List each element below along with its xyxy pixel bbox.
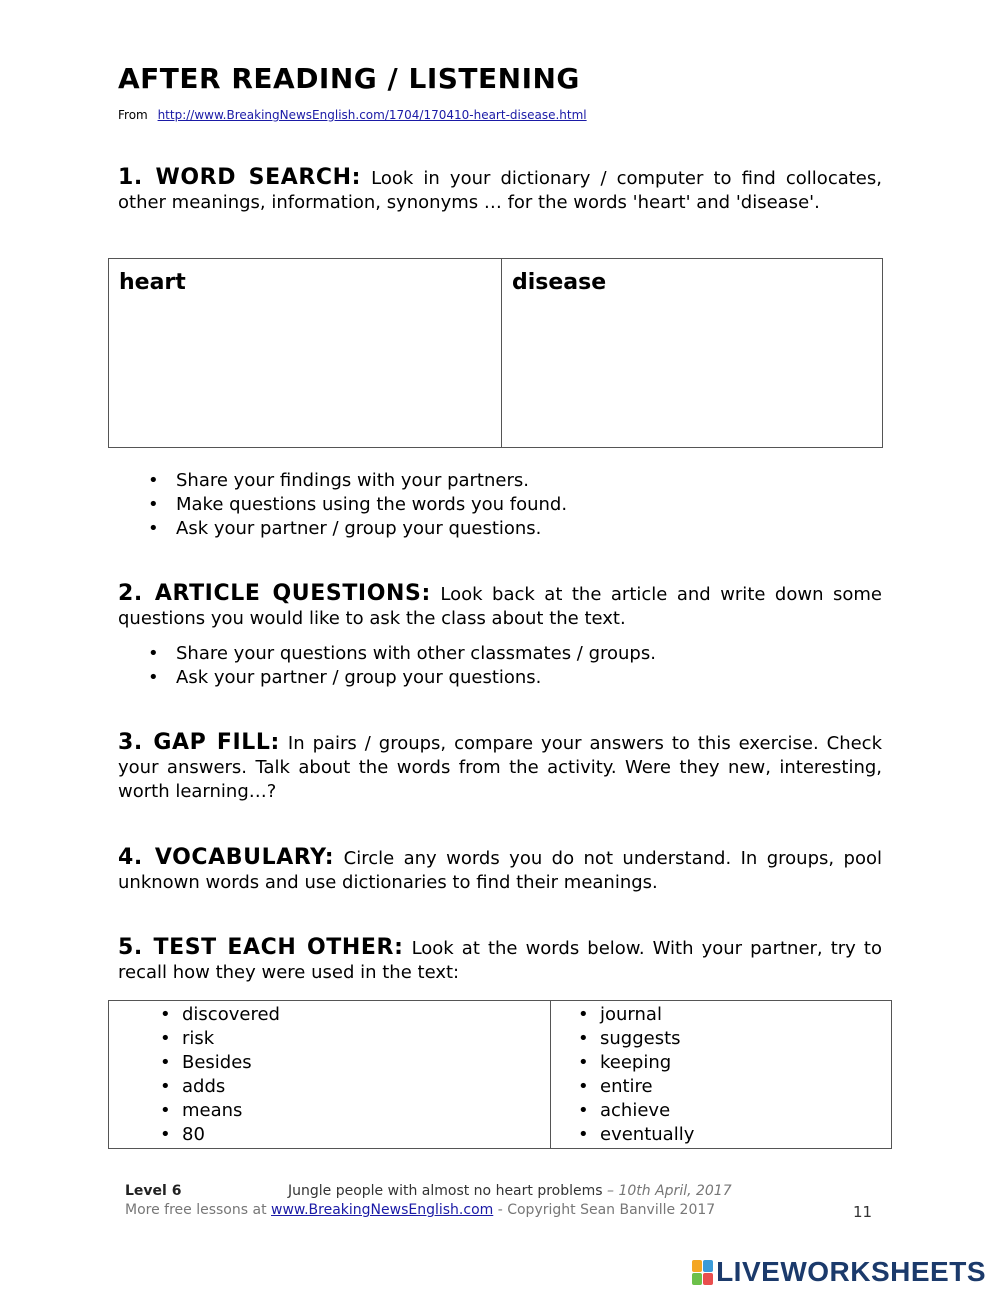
section-gap-fill — [118, 731, 882, 804]
list-item: • Besides — [160, 1051, 550, 1075]
test-words-right-cell — [551, 1001, 892, 1149]
liveworksheets-logo-icon — [692, 1260, 712, 1284]
section-heading: 4. VOCABULARY: — [118, 845, 335, 870]
list-item: • Make questions using the words you found. — [148, 493, 567, 517]
section-word-search — [118, 166, 882, 215]
section-heading: 2. ARTICLE QUESTIONS: — [118, 581, 431, 606]
test-words-right-list — [578, 1003, 891, 1147]
footer-site-link[interactable]: www.BreakingNewsEnglish.com — [271, 1202, 494, 1218]
page-number: 11 — [853, 1203, 873, 1221]
list-item: • 80 — [160, 1123, 550, 1147]
bullet-list-2 — [148, 642, 656, 690]
source-line — [118, 108, 587, 122]
section-article-questions — [118, 582, 882, 631]
list-item: • Share your questions with other classmates / groups. — [148, 642, 656, 666]
section-text: Circle any words you do not understand. In groups, pool unknown words and use dictionaries to find their meanings. — [118, 848, 882, 893]
footer-more-prefix: More free lessons at — [125, 1202, 267, 1218]
list-item: • Share your findings with your partners. — [148, 469, 567, 493]
test-words-left-list — [160, 1003, 550, 1147]
section-text: Look back at the article and write down some questions you would like to ask the class about the text. — [118, 584, 882, 629]
footer-more-lessons — [125, 1202, 715, 1218]
list-item: • journal — [578, 1003, 891, 1027]
list-item: • keeping — [578, 1051, 891, 1075]
list-item: • discovered — [160, 1003, 550, 1027]
list-item: • adds — [160, 1075, 550, 1099]
section-text: In pairs / groups, compare your answers to this exercise. Check your answers. Talk about the words from the activity. Were they new, interesting, worth learning…? — [118, 733, 882, 802]
footer-level-label: Level 6 — [125, 1183, 182, 1199]
list-item: • achieve — [578, 1099, 891, 1123]
section-vocabulary — [118, 846, 882, 895]
list-item: • entire — [578, 1075, 891, 1099]
source-prefix: From — [118, 108, 148, 122]
section-heading: 3. GAP FILL: — [118, 730, 280, 755]
word-search-header-disease: disease — [512, 270, 607, 295]
section-text: Look in your dictionary / computer to find collocates, other meanings, information, synonyms … for the words 'heart' and 'disease'. — [118, 168, 882, 213]
test-words-left-cell — [109, 1001, 551, 1149]
section-text: Look at the words below. With your partner, try to recall how they were used in the text: — [118, 938, 882, 983]
footer-lesson-title: Jungle people with almost no heart problems — [288, 1183, 603, 1199]
list-item: • risk — [160, 1027, 550, 1051]
footer-level — [125, 1183, 181, 1199]
word-search-cell-disease[interactable] — [502, 259, 883, 448]
section-heading: 1. WORD SEARCH: — [118, 165, 362, 190]
footer-date: – 10th April, 2017 — [607, 1183, 732, 1199]
section-test-each-other — [118, 936, 882, 985]
footer-lesson — [288, 1183, 732, 1199]
word-search-header-heart: heart — [119, 270, 186, 295]
list-item: • means — [160, 1099, 550, 1123]
word-search-cell-heart[interactable] — [109, 259, 502, 448]
source-link[interactable]: http://www.BreakingNewsEnglish.com/1704/170410-heart-disease.html — [157, 108, 587, 122]
section-heading: 5. TEST EACH OTHER: — [118, 935, 404, 960]
bullet-list-1 — [148, 469, 567, 541]
liveworksheets-logo — [692, 1256, 986, 1288]
list-item: • Ask your partner / group your questions. — [148, 517, 567, 541]
footer-copyright: - Copyright Sean Banville 2017 — [497, 1202, 716, 1218]
test-words-table — [108, 1000, 892, 1149]
liveworksheets-logo-text: LIVEWORKSHEETS — [716, 1256, 986, 1287]
page-title: AFTER READING / LISTENING — [118, 62, 580, 95]
list-item: • eventually — [578, 1123, 891, 1147]
list-item: • Ask your partner / group your questions. — [148, 666, 656, 690]
list-item: • suggests — [578, 1027, 891, 1051]
word-search-table — [108, 258, 883, 448]
